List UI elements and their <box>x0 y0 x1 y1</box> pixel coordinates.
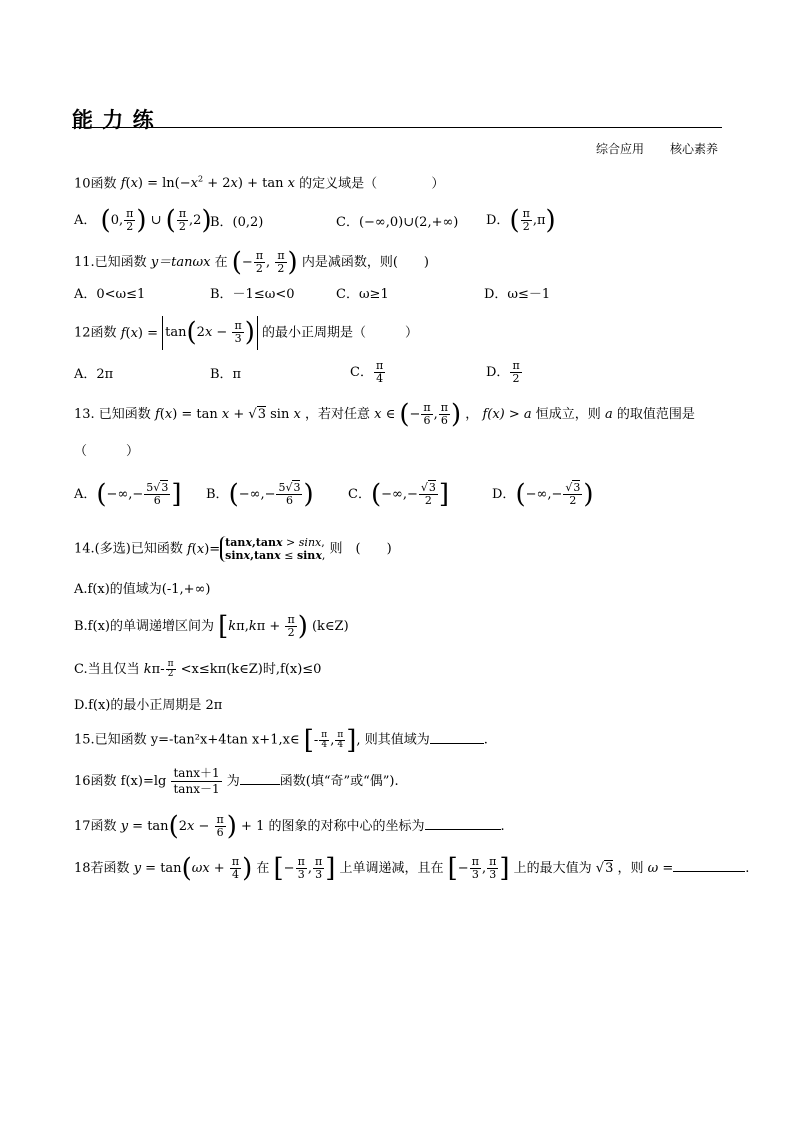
q13-option-c: C．(−∞,− $\frac{√3}{2}$ ] <box>348 479 450 510</box>
q10-suffix: ） <box>431 176 445 192</box>
q11-suffix: 内是减函数，则( ) <box>301 255 429 270</box>
q16-mid: 为 <box>226 774 240 789</box>
q18-omega: ω <box>647 861 659 876</box>
q12-prefix: 12函数 <box>74 325 117 341</box>
q12-suffix: 的最小正周期是（ ） <box>262 325 419 341</box>
question-14-option-c-line <box>74 660 321 680</box>
question-14-option-a <box>74 580 210 600</box>
q13-option-b: B．(−∞,− $\frac{5√3}{6}$ ) <box>206 479 314 510</box>
q13-option-a: A．(−∞,− $\frac{5√3}{6}$ ] <box>74 479 182 510</box>
q11-function: y＝tanωx <box>150 255 211 270</box>
q10-option-a-label: A． <box>74 213 97 228</box>
q10-formula: $f(x) = \ln(-x^2 + 2x) + \tan x$ <box>120 175 295 192</box>
q16-answer-blank[interactable] <box>240 772 280 785</box>
q13-option-b-label: B． <box>206 487 229 502</box>
q11-option-c: C．ω≥1 <box>336 287 389 302</box>
q11-option-d: D．ω≤－1 <box>484 287 551 302</box>
q11-prefix: 11.已知函数 <box>74 255 147 270</box>
q12-option-d: D． $\frac{\pi}{2}$ <box>486 359 520 385</box>
q10-mid: 的定义域是（ <box>299 176 378 192</box>
q11-option-b: B．－1≤ω<0 <box>210 287 295 302</box>
tag-core: 核心素养 <box>670 142 719 156</box>
q17-formula: y = tan(2x − $\frac{\pi}{6}$ ) + 1 <box>120 811 265 842</box>
q15-end: . <box>483 732 488 748</box>
question-10 <box>74 170 444 194</box>
q14-option-d: D.f(x)的最小正周期是 2π <box>74 698 223 713</box>
q17-end: . <box>500 819 505 834</box>
question-10-options <box>74 205 556 238</box>
q10-option-c: C．(−∞,0)∪(2,+∞) <box>336 215 459 230</box>
q17-answer-blank[interactable] <box>425 817 501 830</box>
q10-option-a-formula: (0, $\frac{\pi}{2}$ ) ∪ ( $\frac{\pi}{2}$ ,2) <box>100 205 212 236</box>
q14-option-c-suffix: <x≤kπ(k∈Z)时,f(x)≤0 <box>180 662 322 677</box>
q18-interval-2: [− $\frac{\pi}{3}$ , $\frac{\pi}{3}$ ] <box>447 853 510 884</box>
q13-option-d: D．(−∞,− $\frac{√3}{2}$ ) <box>492 479 594 510</box>
q14-option-c-formula: kπ- $\frac{\pi}{2}$ <box>143 659 174 679</box>
q14-option-b-interval: [kπ,kπ + $\frac{\pi}{2}$ ) <box>218 611 308 642</box>
question-13 <box>74 399 695 432</box>
question-17 <box>74 811 505 844</box>
q12-option-a: A．2π <box>74 367 114 382</box>
q16-denominator: tanx－1 <box>173 782 220 796</box>
q14-prefix: 14.(多选)已知函数 <box>74 541 183 557</box>
q13-option-c-label: C． <box>348 487 371 502</box>
q10-option-b: B．(0,2) <box>210 215 264 230</box>
q12-option-c: C． $\frac{\pi}{4}$ <box>350 359 384 385</box>
q14-option-b-suffix: (k∈Z) <box>311 619 349 634</box>
q13-prefix: 13. 已知函数 <box>74 407 151 422</box>
q14-option-a: A.f(x)的值域为(-1,+∞) <box>74 582 211 597</box>
question-15 <box>74 725 488 756</box>
q16-suffix: 函数(填“奇”或“偶”). <box>279 774 399 789</box>
question-14 <box>74 536 392 566</box>
q18-mid2: 上单调递减，且在 <box>339 861 444 876</box>
section-title: 能 力 练 <box>72 108 155 132</box>
q14-option-c-prefix: C.当且仅当 <box>74 662 140 677</box>
question-14-option-d-line <box>74 696 222 716</box>
question-18: 18若函数 y = tan(ωx + $\frac{\pi}{4}$ ) 在 [− $\frac{\pi}{3}$ , $\frac{\pi}{3}$ ] 上单调递减，且在 [− $\frac{\pi}{3}$ , $\frac{\pi}{3}$ ] 上的最大值为 √3 ，则 ω = . <box>74 853 750 884</box>
q12-option-d-label: D． <box>486 365 510 380</box>
q18-formula: y = tan(ωx + $\frac{\pi}{4}$ ) <box>133 853 253 884</box>
question-13-line2 <box>74 442 139 462</box>
q13-variable: a <box>604 407 613 422</box>
q18-mid1: 在 <box>256 861 270 876</box>
q12-formula: f(x) = tan(2x − $\frac{\pi}{3}$ ) <box>121 326 258 341</box>
q15-prefix: 15.已知函数 y=-tan²x+4tan x+1,x∈ <box>74 732 300 748</box>
q15-suffix: 则其值域为 <box>364 732 430 748</box>
q11-mid: 在 <box>214 255 228 270</box>
q18-mid4: ，则 <box>617 861 644 876</box>
q16-fraction <box>171 766 221 797</box>
q11-interval: (− $\frac{\pi}{2}$ , $\frac{\pi}{2}$ ) <box>231 247 298 278</box>
q16-prefix: 16函数 f(x)=lg <box>74 774 167 789</box>
q17-prefix: 17函数 <box>74 819 117 834</box>
question-16 <box>74 766 399 800</box>
question-14-option-b-line <box>74 611 349 642</box>
q18-answer-blank[interactable] <box>673 859 745 872</box>
q12-option-c-label: C． <box>350 365 373 380</box>
q13-option-d-label: D． <box>492 487 516 502</box>
q12-option-b: B．π <box>210 367 242 382</box>
q13-option-a-label: A． <box>74 487 97 502</box>
q13-mid1: ，若对任意 <box>304 407 370 422</box>
q10-prefix: 10函数 <box>74 176 117 192</box>
tag-comprehensive: 综合应用 <box>596 142 645 156</box>
title-underline <box>72 127 722 128</box>
q16-numerator: tanx＋1 <box>173 766 220 780</box>
q14-suffix: 则 ( ) <box>329 541 392 557</box>
q11-option-a: A．0<ω≤1 <box>74 287 146 302</box>
question-12 <box>74 316 418 352</box>
q13-mid2: ， <box>465 407 479 422</box>
question-11-options <box>74 285 551 305</box>
q15-interval: [- $\frac{\pi}{4}$ , $\frac{\pi}{4}$ ], <box>303 725 361 755</box>
q13-formula: f(x) = tan x + √3 sin x <box>154 407 301 422</box>
q15-answer-blank[interactable] <box>430 731 484 744</box>
q13-suffix: 的取值范围是 <box>616 407 695 422</box>
q14-formula: f(x)= tanx,tanx > sinx, sinx,tanx ≤ sinx, <box>186 536 326 562</box>
q13-inequality: f(x) > a <box>482 407 532 422</box>
q18-interval-1: [− $\frac{\pi}{3}$ , $\frac{\pi}{3}$ ] <box>273 853 336 884</box>
q18-mid3: 上的最大值为 <box>513 861 592 876</box>
question-11 <box>74 247 429 278</box>
q14-option-b-prefix: B.f(x)的单调递增区间为 <box>74 619 214 634</box>
q13-line2: （ ） <box>74 444 140 459</box>
q10-option-d: D．( $\frac{\pi}{2}$ ,π) <box>486 205 556 236</box>
q10-option-d-label: D． <box>486 213 510 228</box>
q13-interval: x ∈ (− $\frac{\pi}{6}$ , $\frac{\pi}{6}$ ) <box>374 399 462 430</box>
q13-mid3: 恒成立，则 <box>535 407 601 422</box>
q18-end: . <box>745 861 750 876</box>
q18-prefix: 18若函数 <box>74 861 130 876</box>
q17-suffix: 的图象的对称中心的坐标为 <box>268 819 425 834</box>
q18-max-value: √3 <box>595 861 614 876</box>
